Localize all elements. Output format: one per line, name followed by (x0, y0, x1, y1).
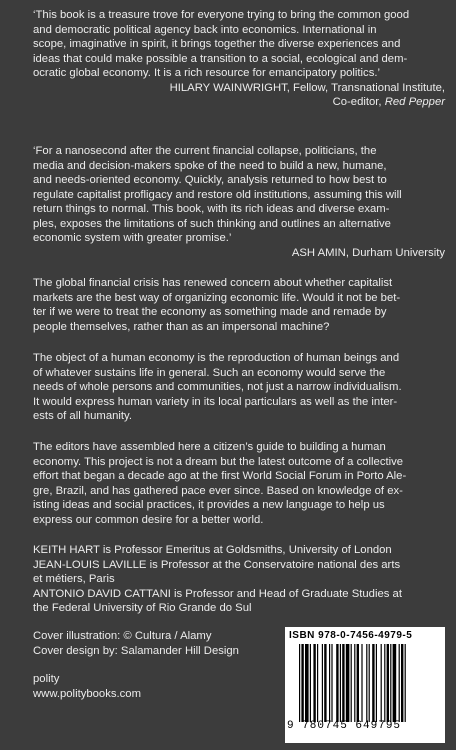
bio-line: ANTONIO DAVID CATTANI is Professor and Head of Graduate Studies at (33, 587, 402, 600)
text-line: The global financial crisis has renewed concern about whether capitalist (33, 277, 393, 289)
quote-line: economic system with greater promise.’ (33, 232, 232, 244)
text-line: ter if we were to treat the economy as something made and remade by (33, 306, 387, 318)
quote-line: return things to normal. This book, with its rich ideas and diverse exam- (33, 203, 390, 215)
isbn-barcode (285, 627, 445, 743)
quote-line: ‘This book is a treasure trove for everyone trying to bring the common good (33, 9, 410, 21)
barcode-digits: 9 780745 649795 (287, 720, 402, 732)
endorsement-wainwright (33, 8, 445, 110)
quote-line: regulate capitalist profligacy and restore old institutions, assuming this will (33, 188, 402, 201)
cover-design-credit: Cover design by: Salamander Hill Design (33, 644, 239, 657)
text-line: effort that began a decade ago at the first World Social Forum in Porto Ale- (33, 470, 407, 482)
publisher-info (33, 672, 273, 701)
description-paragraph-2 (33, 351, 445, 424)
text-line: The object of a human economy is the reproduction of human beings and (33, 352, 400, 364)
attribution-prefix: Co-editor, (332, 96, 385, 108)
cover-illustration-credit: Cover illustration: © Cultura / Alamy (33, 630, 212, 642)
publication-title: Red Pepper (384, 96, 445, 108)
description-paragraph-3 (33, 440, 445, 527)
cover-credits (33, 629, 273, 658)
quote-line: ‘For a nanosecond after the current financial collapse, politicians, the (33, 145, 377, 157)
quote-line: media and decision-makers spoke of the need to build a new, humane, (33, 159, 387, 172)
text-line: gre, Brazil, and has gathered pace ever since. Based on knowledge of ex- (33, 484, 403, 497)
publisher-website[interactable]: www.politybooks.com (33, 687, 141, 700)
bio-line: the Federal University of Rio Grande do Sul (33, 602, 252, 614)
quote-attribution: ASH AMIN, Durham University (291, 246, 445, 259)
text-line: of whatever sustains life in general. Such an economy would serve the (33, 366, 386, 379)
text-line: The editors have assembled here a citizen’s guide to building a human (33, 441, 386, 453)
bio-line: KEITH HART is Professor Emeritus at Goldsmiths, University of London (33, 544, 392, 556)
text-line: needs of whole persons and communities, not just a narrow individualism. (33, 381, 402, 393)
quote-attribution-2 (33, 95, 445, 110)
barcode-bars (299, 644, 439, 722)
editor-bios (33, 543, 445, 616)
bio-line: JEAN-LOUIS LAVILLE is Professor at the Conservatoire national des arts (33, 558, 401, 571)
text-line: markets are the best way of organizing economic life. Would it not be bet- (33, 291, 401, 304)
text-line: people themselves, rather than as an impersonal machine? (33, 320, 330, 333)
quote-line: ples, exposes the limitations of such thinking and outlines an alternative (33, 217, 391, 230)
quote-line: and democratic political agency back into economics. International in (33, 23, 377, 36)
bio-line: et métiers, Paris (33, 573, 115, 585)
isbn-number: ISBN 978-0-7456-4979-5 (289, 630, 413, 641)
text-line: ests of all humanity. (33, 410, 132, 422)
publisher-name: polity (33, 673, 60, 685)
quote-line: ocratic global economy. It is a rich resource for emancipatory politics.’ (33, 67, 380, 79)
text-line: isting ideas and social practices, it provides a new language to help us (33, 499, 385, 511)
text-line: economy. This project is not a dream but the latest outcome of a collective (33, 455, 404, 468)
endorsement-amin (33, 144, 445, 260)
quote-attribution: HILARY WAINWRIGHT, Fellow, Transnational Institute, (169, 81, 445, 94)
quote-line: scope, imaginative in spirit, it brings together the diverse experiences and (33, 38, 401, 50)
text-line: express our common desire for a better world. (33, 513, 264, 526)
text-line: It would express human variety in its local particulars as well as the inter- (33, 395, 398, 408)
quote-line: and needs-oriented economy. Quickly, analysis returned to how best to (33, 174, 387, 186)
quote-line: ideas that could make possible a transition to a social, ecological and dem- (33, 52, 408, 65)
description-paragraph-1 (33, 276, 445, 334)
